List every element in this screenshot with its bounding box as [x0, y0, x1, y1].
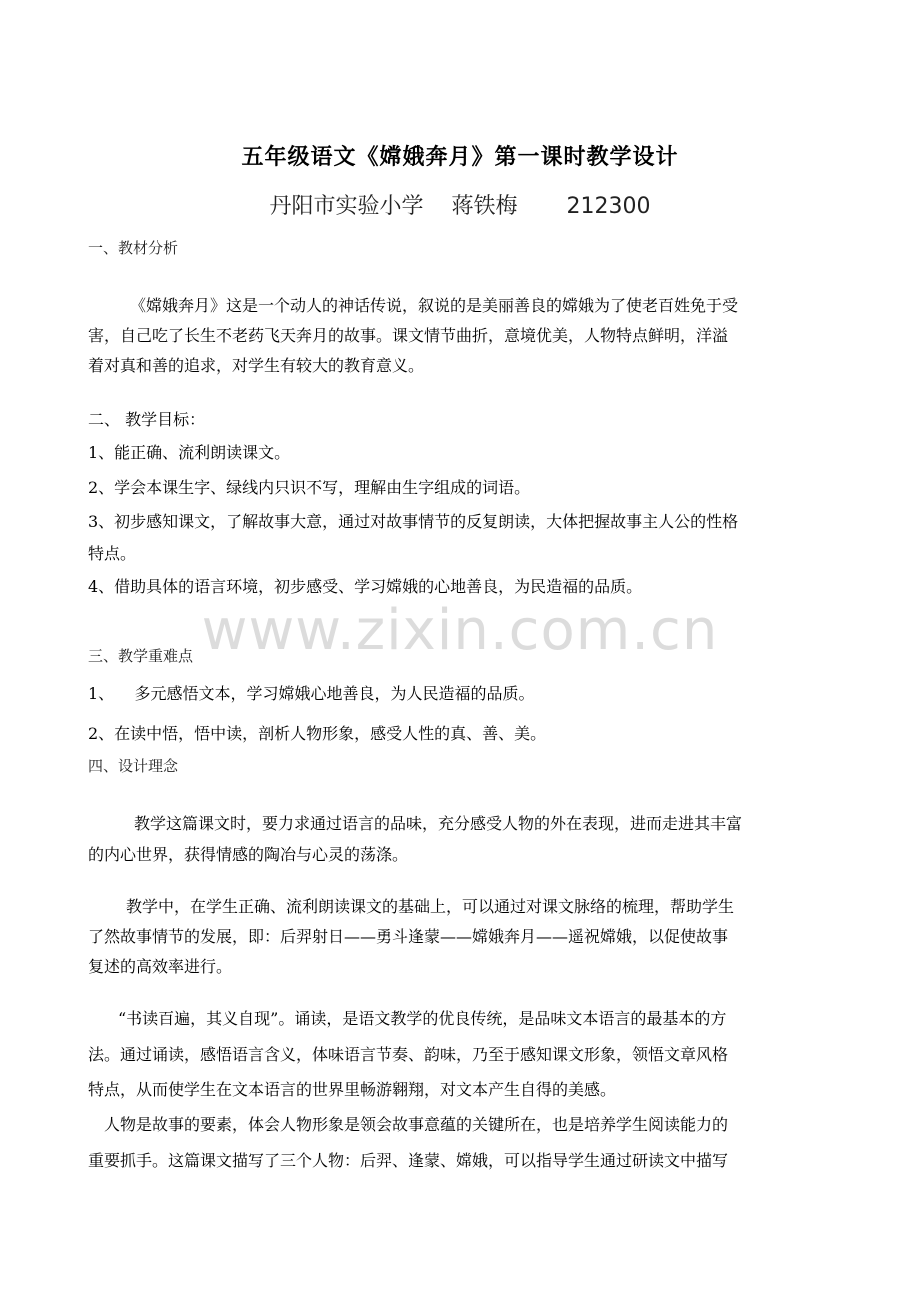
section-heading-2: 二、 教学目标： [88, 410, 206, 429]
paragraph-line: 害，自己吃了长生不老药飞天奔月的故事。课文情节曲折，意境优美，人物特点鲜明，洋溢 [88, 326, 729, 345]
author-line [0, 189, 920, 220]
document-title: 五年级语文《嫦娥奔月》第一课时教学设计 [241, 145, 679, 170]
list-item: 1、 多元感悟文本，学习嫦娥心地善良，为人民造福的品质。 [88, 684, 535, 703]
paragraph-line: 了然故事情节的发展，即：后羿射日——勇斗逢蒙——嫦娥奔月——遥祝嫦娥，以促使故事 [88, 927, 729, 946]
paragraph-line: 特点，从而使学生在文本语言的世界里畅游翱翔，对文本产生自得的美感。 [88, 1080, 617, 1099]
paragraph-line: 《嫦娥奔月》这是一个动人的神话传说，叙说的是美丽善良的嫦娥为了使老百姓免于受 [130, 296, 739, 315]
paragraph-line: 人物是故事的要素，体会人物形象是领会故事意蕴的关键所在，也是培养学生阅读能力的 [104, 1115, 729, 1134]
list-item: 2、学会本课生字、绿线内只识不写，理解由生字组成的词语。 [88, 478, 531, 497]
watermark: www.zixin.com.cn [201, 598, 719, 663]
postcode: 212300 [566, 194, 651, 219]
list-item: 1、能正确、流利朗读课文。 [88, 443, 291, 462]
list-item: 4、借助具体的语言环境，初步感受、学习嫦娥的心地善良，为民造福的品质。 [88, 577, 643, 596]
list-item: 2、在读中悟，悟中读，剖析人物形象，感受人性的真、善、美。 [88, 724, 547, 743]
section-heading-4: 四、设计理念 [88, 757, 179, 775]
paragraph-line: 教学这篇课文时，要力求通过语言的品味，充分感受人物的外在表现，进而走进其丰富 [134, 814, 743, 833]
teacher-name: 蒋铁梅 [451, 194, 518, 219]
list-item-continuation: 特点。 [88, 544, 137, 563]
paragraph-line: 着对真和善的追求，对学生有较大的教育意义。 [88, 356, 425, 375]
paragraph-line: 教学中，在学生正确、流利朗读课文的基础上，可以通过对课文脉络的梳理，帮助学生 [126, 897, 735, 916]
school-name: 丹阳市实验小学 [269, 194, 424, 219]
paragraph-line: “书读百遍，其义自现”。诵读，是语文教学的优良传统，是品味文本语言的最基本的方 [118, 1009, 727, 1028]
paragraph-line: 复述的高效率进行。 [88, 957, 233, 976]
paragraph-line: 重要抓手。这篇课文描写了三个人物：后羿、逢蒙、嫦娥，可以指导学生通过研读文中描写 [88, 1151, 729, 1170]
list-item: 3、初步感知课文，了解故事大意，通过对故事情节的反复朗读，大体把握故事主人公的性格 [88, 512, 739, 531]
paragraph-line: 的内心世界，获得情感的陶冶与心灵的荡涤。 [88, 845, 409, 864]
section-heading-1: 一、教材分析 [88, 239, 179, 257]
paragraph-line: 法。通过诵读，感悟语言含义，体味语言节奏、韵味，乃至于感知课文形象，领悟文章风格 [88, 1045, 729, 1064]
section-heading-3: 三、教学重难点 [88, 647, 194, 665]
